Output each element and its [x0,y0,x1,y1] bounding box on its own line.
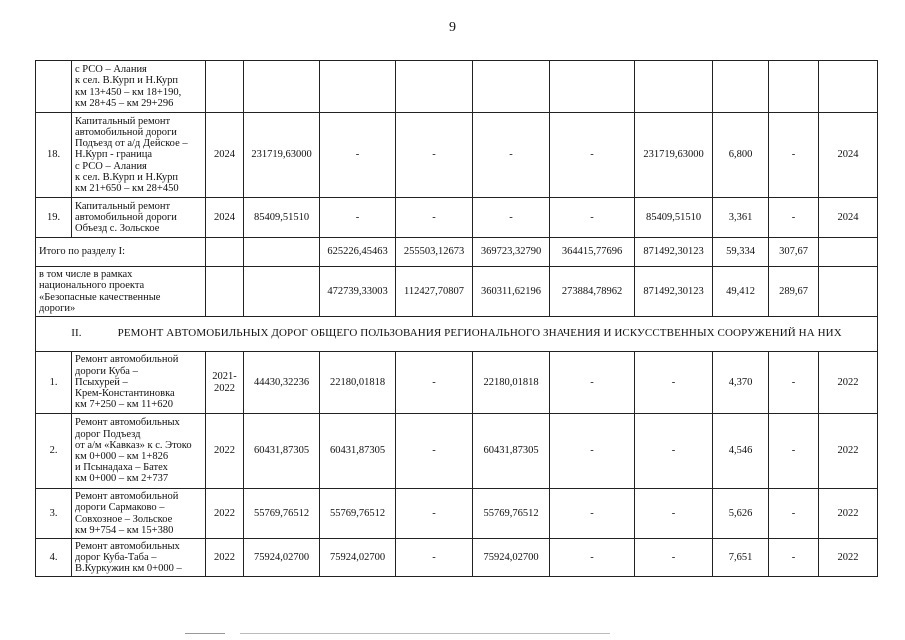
cell-c3: 112427,70807 [396,267,473,317]
cell-c5: 273884,78962 [550,267,635,317]
cell-year: 2022 [206,539,244,577]
cell-c6: - [635,414,713,489]
table-row [36,414,878,489]
cell-c7: 3,361 [713,198,769,238]
section-total-row-label [36,238,206,267]
cell-c9: 2024 [819,113,878,198]
object-description-line: Ремонт автомобильных [75,540,180,552]
object-description-line: Объезд с. Зольское [75,223,160,235]
cell-c1 [244,61,320,113]
cell-c5 [550,61,635,113]
cell-c9 [819,238,878,267]
row-number: 3. [36,489,72,539]
object-description [72,113,206,198]
national-project-row-label-line: национального проекта [39,280,145,292]
cell-c7: 5,626 [713,489,769,539]
cell-c4: 75924,02700 [473,539,550,577]
cell-c8: - [769,414,819,489]
object-description-line: автомобильной дороги [75,211,177,223]
cell-c1: 75924,02700 [244,539,320,577]
national-project-row-label-line: «Безопасные качественные [39,291,161,303]
cell-c8 [769,61,819,113]
road-repair-table [35,60,878,577]
table-row [36,539,878,577]
section-heading-row [36,317,878,352]
cell-c7: 4,546 [713,414,769,489]
object-description [72,352,206,414]
object-description-line: автомобильной дороги [75,126,177,138]
cell-c1: 85409,51510 [244,198,320,238]
cell-c1: 60431,87305 [244,414,320,489]
national-project-row-label-line: дороги» [39,302,76,314]
page-number: 9 [449,20,456,35]
object-description-line: Крем-Константиновка [75,388,175,400]
cell-c7: 59,334 [713,238,769,267]
cell-year: 2021- 2022 [206,352,244,414]
table-row [36,198,878,238]
cell-c3: - [396,414,473,489]
cell-year: 2024 [206,198,244,238]
row-number: 18. [36,113,72,198]
table-row [36,61,878,113]
section-heading [36,317,878,352]
cell-c6 [635,61,713,113]
cell-c5: 364415,77696 [550,238,635,267]
cell-c4: - [473,113,550,198]
cell-c6: - [635,539,713,577]
cell-c6: 871492,30123 [635,238,713,267]
object-description-line: и Псынадаха – Батех [75,462,168,474]
cell-c6: 85409,51510 [635,198,713,238]
cell-c9: 2024 [819,198,878,238]
cell-c5: - [550,489,635,539]
cell-c7 [713,61,769,113]
object-description-line: дороги Куба – [75,365,138,377]
cell-c9 [819,61,878,113]
cell-c2: - [320,113,396,198]
cell-c9: 2022 [819,414,878,489]
object-description-line: км 0+000 – км 2+737 [75,473,169,485]
cell-c9: 2022 [819,539,878,577]
cell-c4: 60431,87305 [473,414,550,489]
cell-c2: 472739,33003 [320,267,396,317]
cell-c3: - [396,352,473,414]
cell-c2: 55769,76512 [320,489,396,539]
table-row [36,352,878,414]
cell-c1: 231719,63000 [244,113,320,198]
cell-c1: 55769,76512 [244,489,320,539]
cell-c7: 6,800 [713,113,769,198]
cell-c6: - [635,352,713,414]
row-number [36,61,72,113]
object-description-line: дорог Подъезд [75,428,141,440]
object-description-line: Совхозное – Зольское [75,513,173,525]
table-row [36,113,878,198]
cell-c8: - [769,113,819,198]
cell-c3: - [396,489,473,539]
row-number: 19. [36,198,72,238]
section-total-row-label-line: Итого по разделу I: [39,246,126,258]
object-description-line: Ремонт автомобильных [75,417,180,429]
cell-c3: - [396,539,473,577]
cell-c4: 369723,32790 [473,238,550,267]
table-row [36,489,878,539]
section-title: РЕМОНТ АВТОМОБИЛЬНЫХ ДОРОГ ОБЩЕГО ПОЛЬЗОВАНИЯ РЕГИОНАЛЬНОГО ЗНАЧЕНИЯ И ИСКУССТВЕННЫХ СООРУЖЕНИЙ НА НИХ [117,327,842,340]
cell-c9 [819,267,878,317]
cell-c8: - [769,198,819,238]
cell-c1 [244,267,320,317]
row-number: 4. [36,539,72,577]
object-description-line: км 7+250 – км 11+620 [75,399,173,411]
object-description-line: с РСО – Алания [75,64,147,76]
cell-c5: - [550,539,635,577]
object-description [72,539,206,577]
national-project-row [36,267,878,317]
cell-c4: 22180,01818 [473,352,550,414]
cell-c3: - [396,198,473,238]
cell-c4: 360311,62196 [473,267,550,317]
cell-c9: 2022 [819,352,878,414]
object-description-line: Ремонт автомобильной [75,491,179,503]
cell-c8: - [769,352,819,414]
bottom-crop-mark [185,633,225,634]
object-description-line: Н.Курп - граница [75,149,153,161]
object-description-line: Подъезд от а/д Дейское – [75,138,188,150]
cell-c8: 307,67 [769,238,819,267]
object-description-line: дороги Сармаково – [75,502,165,514]
object-description [72,198,206,238]
cell-c4: - [473,198,550,238]
cell-year [206,267,244,317]
cell-c3 [396,61,473,113]
object-description-line: с РСО – Алания [75,160,147,172]
cell-year: 2022 [206,414,244,489]
cell-c7: 7,651 [713,539,769,577]
cell-year: 2024 [206,113,244,198]
cell-c2: 22180,01818 [320,352,396,414]
object-description-line: км 13+450 – км 18+190, [75,86,182,98]
cell-c8: - [769,489,819,539]
cell-c3: - [396,113,473,198]
object-description-line: к сел. В.Курп и Н.Курп [75,75,179,87]
cell-c2: 60431,87305 [320,414,396,489]
object-description-line: км 28+45 – км 29+296 [75,97,174,109]
object-description [72,414,206,489]
national-project-row-label-line: в том числе в рамках [39,269,133,281]
object-description-line: км 9+754 – км 15+380 [75,524,174,536]
cell-c8: - [769,539,819,577]
cell-c5: - [550,198,635,238]
cell-year [206,61,244,113]
cell-c5: - [550,414,635,489]
object-description-line: км 0+000 – км 1+826 [75,451,169,462]
cell-c2: 625226,45463 [320,238,396,267]
cell-c7: 4,370 [713,352,769,414]
cell-c5: - [550,352,635,414]
section-roman-number: II. [71,327,82,340]
cell-c6: 871492,30123 [635,267,713,317]
object-description [72,489,206,539]
cell-c8: 289,67 [769,267,819,317]
row-number: 2. [36,414,72,489]
section-total-row [36,238,878,267]
object-description-line: Капитальный ремонт [75,115,171,127]
object-description-line: В.Куркужин км 0+000 – [75,563,182,575]
cell-year [206,238,244,267]
cell-c2: - [320,198,396,238]
cell-c7: 49,412 [713,267,769,317]
cell-c6: 231719,63000 [635,113,713,198]
row-number: 1. [36,352,72,414]
object-description-line: от а/м «Кавказ» к с. Этоко [75,439,192,451]
cell-c2 [320,61,396,113]
cell-c1: 44430,32236 [244,352,320,414]
national-project-row-label [36,267,206,317]
cell-c2: 75924,02700 [320,539,396,577]
cell-c9: 2022 [819,489,878,539]
cell-c3: 255503,12673 [396,238,473,267]
object-description-line: Псыхурей – [75,376,128,388]
object-description-line: км 21+650 – км 28+450 [75,183,179,194]
cell-c4: 55769,76512 [473,489,550,539]
object-description-line: дорог Куба-Таба – [75,551,157,563]
object-description [72,61,206,113]
object-description-line: Капитальный ремонт [75,200,171,212]
cell-c1 [244,238,320,267]
cell-year: 2022 [206,489,244,539]
cell-c4 [473,61,550,113]
bottom-crop-line [240,633,610,634]
object-description-line: к сел. В.Курп и Н.Курп [75,171,179,183]
cell-c5: - [550,113,635,198]
object-description-line: Ремонт автомобильной [75,354,179,366]
cell-c6: - [635,489,713,539]
